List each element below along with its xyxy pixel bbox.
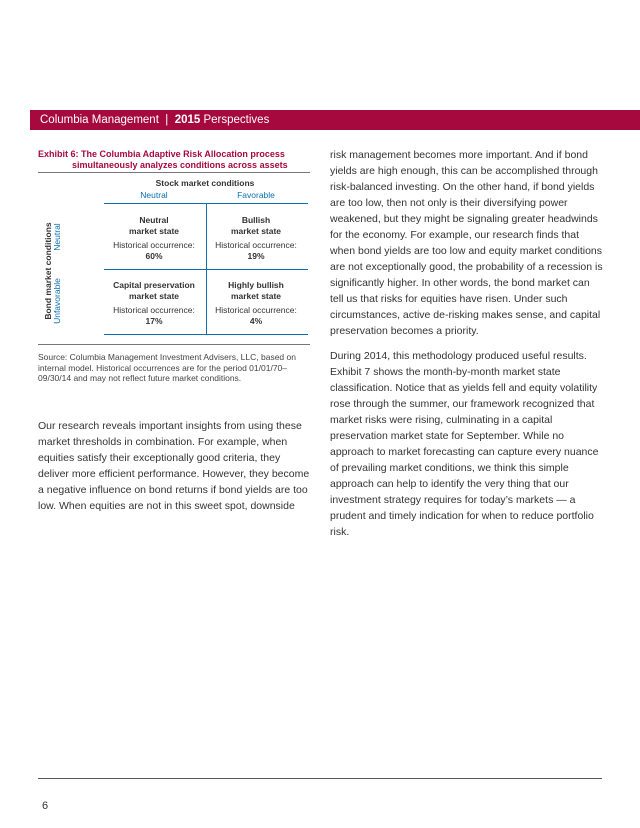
exhibit-top-rule (38, 172, 310, 173)
row-label-unfavorable: Unfavorable (52, 278, 62, 324)
cell-capital-preservation-state (104, 280, 204, 327)
cell-occurrence-label: Historical occurrence: (215, 240, 297, 250)
cell-neutral-state (104, 215, 204, 262)
cell-name-line2: market state (230, 226, 282, 236)
body-paragraph: During 2014, this methodology produced useful results. Exhibit 7 shows the month-by-month market state classification. Notice that as yields fell and equity volatility rose through the summer, our framework recognized that market risks were rising, culminating in a capital preservation market state for September. While no approach to market forecasting can capture every nuance of prevailing market conditions, we think this simple approach can help to identify the very thing that our investment strategy requires for today’s markets — a prudent and timely indication for when to reduce portfolio risk. (330, 350, 599, 538)
cell-occurrence-value: 19% (247, 251, 265, 261)
exhibit-title (38, 149, 310, 171)
stock-conditions-header: Stock market conditions (155, 178, 255, 188)
banner-series: Perspectives (203, 114, 270, 126)
header-banner (30, 110, 640, 130)
cell-occurrence-label: Historical occurrence: (113, 240, 195, 250)
cell-name-line1: Capital preservation (113, 280, 195, 290)
cell-bullish-state (206, 215, 306, 262)
footer-rule (38, 778, 602, 779)
company-name: Columbia Management (40, 114, 159, 126)
cell-occurrence-value: 60% (145, 251, 163, 261)
exhibit-bottom-rule (38, 344, 310, 345)
cell-name-line2: market state (128, 291, 180, 301)
cell-name-line1: Neutral (139, 215, 169, 225)
body-paragraph: Our research reveals important insights from using these market thresholds in combination. For example, when equities satisfy their exceptionally good criteria, they deliver more efficient performance. However, they become a negative influence on bond returns if bond yields are too low. When equities are not in this sweet spot, downside (38, 420, 310, 512)
exhibit-title-line1: Exhibit 6: The Columbia Adaptive Risk Allocation process (38, 149, 285, 159)
row-label-neutral: Neutral (52, 223, 62, 251)
cell-name-line1: Highly bullish (228, 280, 284, 290)
grid-divider-horizontal (104, 269, 308, 270)
matrix-grid (104, 203, 308, 335)
cell-name-line2: market state (128, 226, 180, 236)
bond-conditions-header: Bond market conditions (43, 222, 53, 320)
banner-year: 2015 (174, 114, 201, 126)
market-state-matrix (38, 176, 310, 336)
body-paragraph: risk management becomes more important. And if bond yields are high enough, this can be accomplished through risk-balanced investing. On the other hand, if bond yields are too low, then not only is their diversifying power weakened, but they might be signaling greater headwinds for the economy. For example, our research finds that when bond yields are too low and equity market conditions are not exceptionally good, the probability of a recession is significantly higher. In other words, the bond market can tell us that risks for equities have risen. Under such circumstances, active de-risking makes sense, and capital preservation becomes a priority. (330, 149, 603, 337)
col-label-favorable: Favorable (237, 190, 275, 200)
page-number: 6 (42, 800, 49, 812)
exhibit-source-note: Source: Columbia Management Investment Advisers, LLC, based on internal model. Historical occurrences are for the period 01/01/70–09/30/14 and may not reflect future market conditions. (38, 352, 296, 383)
cell-occurrence-label: Historical occurrence: (113, 305, 195, 315)
cell-name-line1: Bullish (241, 215, 271, 225)
cell-occurrence-value: 4% (249, 316, 263, 326)
cell-occurrence-value: 17% (145, 316, 163, 326)
body-column-right (330, 147, 605, 549)
exhibit-title-line2: simultaneously analyzes conditions across assets (72, 160, 288, 170)
banner-separator: | (165, 114, 169, 126)
cell-name-line2: market state (230, 291, 282, 301)
body-column-left (38, 418, 312, 523)
cell-occurrence-label: Historical occurrence: (215, 305, 297, 315)
cell-highly-bullish-state (206, 280, 306, 327)
col-label-neutral: Neutral (140, 190, 168, 200)
